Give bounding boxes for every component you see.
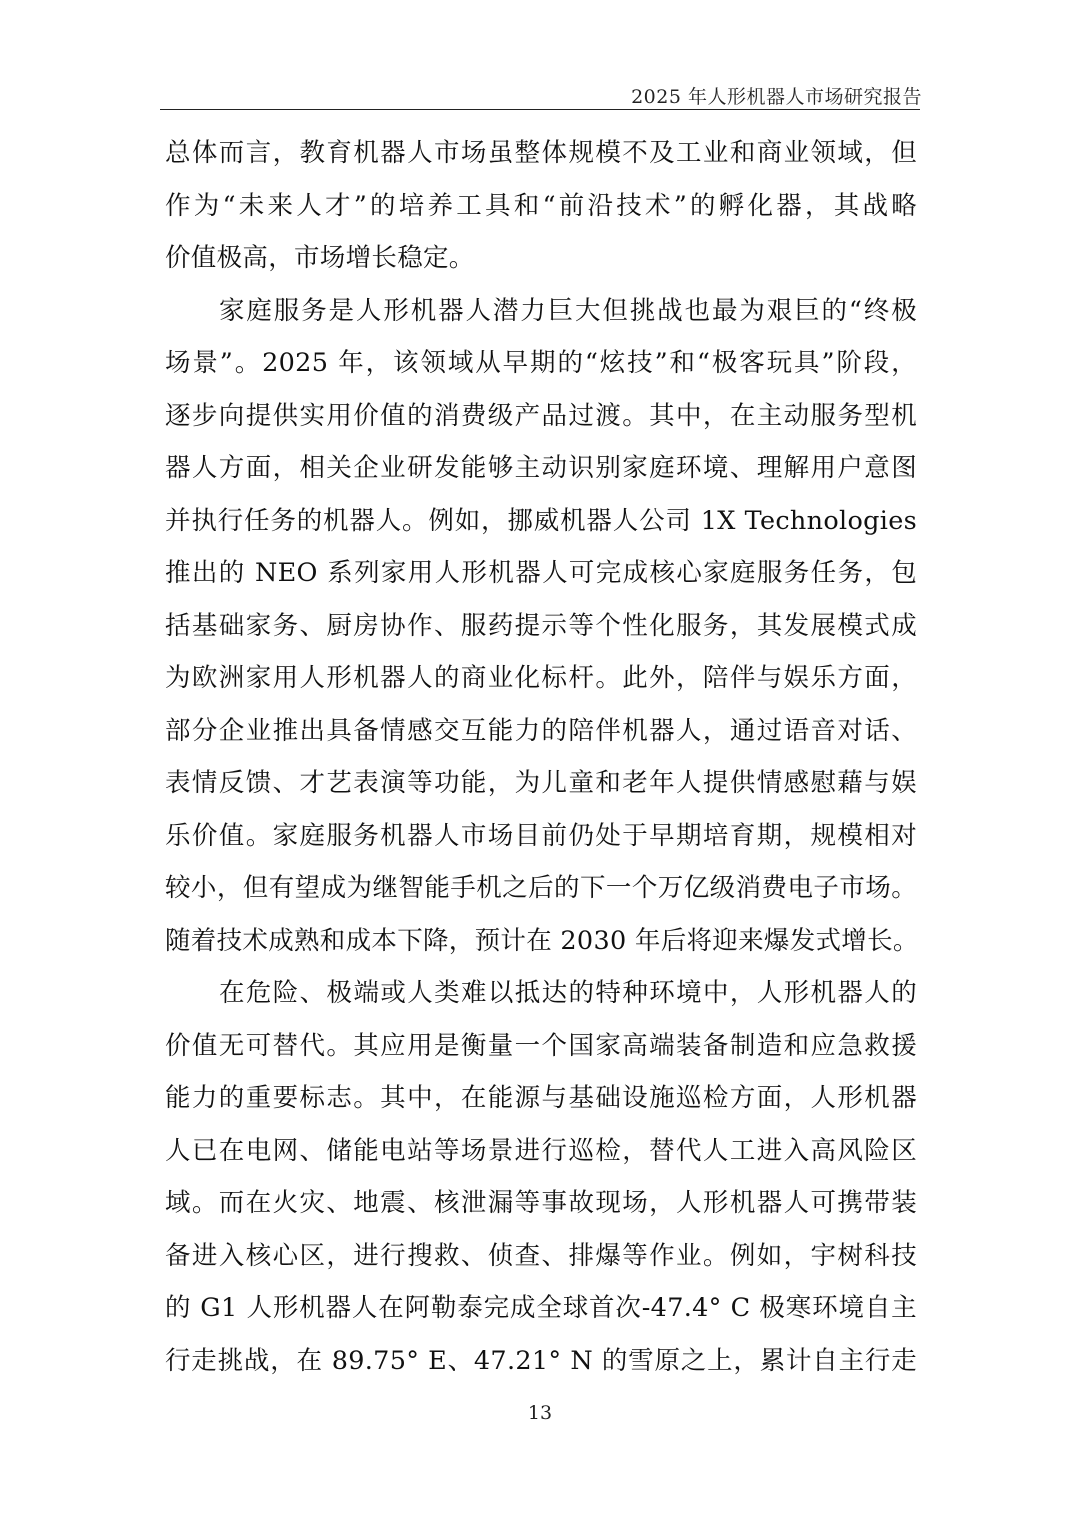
text-line: 家庭服务是人形机器人潜力巨大但挑战也最为艰巨的“终极 (219, 295, 917, 326)
text-line: 价值无可替代。其应用是衡量一个国家高端装备制造和应急救援 (165, 1030, 917, 1061)
text-line: 能力的重要标志。其中，在能源与基础设施巡检方面，人形机器 (165, 1083, 917, 1113)
text-line: 并执行任务的机器人。例如，挪威机器人公司 1X Technologies (165, 505, 917, 536)
running-header: 2025 年人形机器人市场研究报告 (631, 86, 922, 108)
page-number: 13 (527, 1402, 553, 1424)
text-line: 备进入核心区，进行搜救、侦查、排爆等作业。例如，宇树科技 (165, 1240, 917, 1271)
body-text (165, 127, 917, 1387)
header-rule (160, 109, 920, 110)
text-line: 逐步向提供实用价值的消费级产品过渡。其中，在主动服务型机 (165, 400, 917, 431)
text-line: 场景”。2025 年，该领域从早期的“炫技”和“极客玩具”阶段， (165, 348, 917, 378)
text-line: 括基础家务、厨房协作、服药提示等个性化服务，其发展模式成 (165, 610, 917, 641)
text-line: 器人方面，相关企业研发能够主动识别家庭环境、理解用户意图 (165, 453, 917, 483)
text-line: 作为“未来人才”的培养工具和“前沿技术”的孵化器，其战略 (165, 190, 917, 221)
text-line: 人已在电网、储能电站等场景进行巡检，替代人工进入高风险区 (165, 1135, 917, 1166)
text-line: 部分企业推出具备情感交互能力的陪伴机器人，通过语音对话、 (165, 715, 917, 746)
text-line: 较小，但有望成为继智能手机之后的下一个万亿级消费电子市场。 (165, 873, 917, 903)
text-line: 域。而在火灾、地震、核泄漏等事故现场，人形机器人可携带装 (165, 1188, 917, 1218)
text-line: 为欧洲家用人形机器人的商业化标杆。此外，陪伴与娱乐方面， (165, 663, 917, 693)
text-line: 价值极高，市场增长稳定。 (165, 243, 475, 273)
text-line: 总体而言，教育机器人市场虽整体规模不及工业和商业领域，但 (165, 138, 917, 168)
text-line: 表情反馈、才艺表演等功能，为儿童和老年人提供情感慰藉与娱 (165, 768, 917, 798)
text-line: 乐价值。家庭服务机器人市场目前仍处于早期培育期，规模相对 (165, 820, 917, 851)
text-line: 随着技术成熟和成本下降，预计在 2030 年后将迎来爆发式增长。 (165, 925, 919, 956)
text-line: 在危险、极端或人类难以抵达的特种环境中，人形机器人的 (219, 978, 917, 1008)
text-line: 的 G1 人形机器人在阿勒泰完成全球首次-47.4° C 极寒环境自主 (165, 1293, 917, 1323)
text-line: 推出的 NEO 系列家用人形机器人可完成核心家庭服务任务，包 (165, 558, 917, 588)
text-line: 行走挑战，在 89.75° E、47.21° N 的雪原之上，累计自主行走 (165, 1345, 917, 1376)
